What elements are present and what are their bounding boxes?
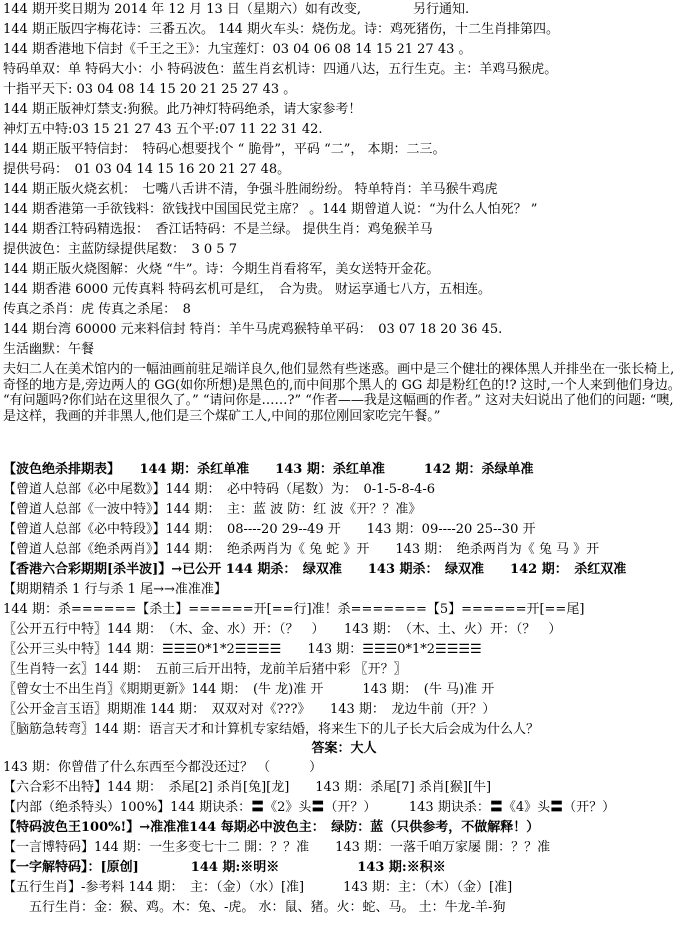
hk-envelope-line: 144 期香港地下信封《千王之王》：九宝莲灯：03 04 06 08 14 15 21 27 43 。 xyxy=(3,42,472,57)
one-wave-line: 【曾道人总部《一波中特》】144 期： 主：蓝 波 防：红 波《开？？准》 xyxy=(3,502,422,517)
ten-fingers-line: 十指平天下: 03 04 08 14 15 20 21 25 27 43 。 xyxy=(3,82,297,97)
flat-envelope-line: 144 期正版平特信封： 特码心想要找个 “ 脆骨”，平码 “二”， 本期：二三。 xyxy=(3,142,446,157)
riddle-143-line: 143 期：你曾借了什么东西至今都没还过？ （ ） xyxy=(3,760,323,775)
draw-date-notice: 144 期开奖日期为 2014 年 12 月 13 日（星期六）如有改变, 另行通知. xyxy=(3,2,470,17)
xiangjiang-line: 144 期香江特码精选报： 香江话特码：不是兰绿。 提供生肖：鸡兔猴羊马 xyxy=(3,222,433,237)
riddle-line: 〖脑筋急转弯〗144 期：语言天才和计算机专家结婚，将来生下的儿子长大后会成为什么人？ xyxy=(3,722,539,737)
five-elements-line: 〖公开五行中特〗144 期： （木、金、水）开：（？ ） 143 期： （木、土、火）开：（？ ） xyxy=(3,622,562,637)
lamp-ban-line: 144 期正版神灯禁支:狗猴。此乃神灯特码绝杀，请大家参考！ xyxy=(3,102,362,117)
one-char-line: 【一字解特码】：[原创] 144 期:※明※ 143 期:※积※ xyxy=(3,860,446,875)
plum-poem-line: 144 期正版四字梅花诗：三番五次。 144 期火车头：烧伤龙。诗：鸡死猪伤，十二生肖排第四。 xyxy=(3,22,560,37)
provided-numbers-line: 提供号码： 01 03 04 14 15 16 20 21 27 48。 xyxy=(3,162,291,177)
fax-kill-line: 传真之杀肖：虎 传真之杀尾： 8 xyxy=(3,302,191,317)
no-special-line: 【六合彩不出特】144 期： 杀尾[2] 杀肖[兔][龙] 143 期：杀尾[7] 杀肖[猴][牛] xyxy=(3,780,492,795)
must-segment-line: 【曾道人总部《必中特段》】144 期： 08----20 29--49 开 143 期：09----20 25--30 开 xyxy=(3,522,536,537)
wave-kill-schedule: 【波色绝杀排期表】 144 期：杀红单准 143 期：杀红单准 142 期：杀绿单准 xyxy=(3,462,534,477)
hk-fax-line: 144 期香港 6000 元传真料 特码玄机可是红， 合为贵。 财运享通七八方，五相连。 xyxy=(3,282,492,297)
must-tail-line: 【曾道人总部《必中尾数》】144 期： 必中特码（尾数）为： 0-1-5-8-4-6 xyxy=(3,482,436,497)
wave-color-line: 提供波色：主蓝防绿提供尾数： 3 0 5 7 xyxy=(3,242,237,257)
humor-joke-paragraph: 夫妇二人在美术馆内的一幅油画前驻足端详良久,他们显然有些迷惑。画中是三个健壮的裸体黑人并排坐在一张长椅上, 奇怪的地方是,旁边两人的 GG(如你所想)是黑色的,而中间那个黑人的 GG 却是粉红色的!? 这时,一个人来到他们身边。 “有问题吗?你们站在这里很久了。” “请问你是……?” “作者——我是这幅画的作者。” 这对夫妇说出了他们的问题: “噢,是这样，我画的并非黑人,他们是三个煤矿工人,中间的那位刚回家吃完午餐。” xyxy=(3,362,681,424)
humor-heading: 生活幽默：午餐 xyxy=(3,342,95,357)
zodiac-mystery-line: 〖生肖特一玄〗144 期： 五前三后开出特，龙前羊后猪中彩 〖开？〗 xyxy=(3,662,407,677)
miss-zodiac-line: 〖曾女士不出生肖〗《期期更新》144 期： (牛 龙)准 开 143 期： (牛 马)准 开 xyxy=(3,682,495,697)
five-element-mapping-line: 五行生肖：金：猴、鸡。木：兔、-虎。 水：鼠、猪。火：蛇、马。 土：牛龙-羊-狗 xyxy=(3,900,506,915)
hk-first-hand-line: 144 期香港第一手欲钱料：欲钱找中国国民党主席？ 。144 期曾道人说：“为什么人怕死？ ” xyxy=(3,202,538,217)
five-element-zodiac-line: 【五行生肖】-参考料 144 期： 主：（金）（水）[准] 143 期：主：（木）（金）[准] xyxy=(3,880,513,895)
wave-king-line: 【特码波色王100%!】→准准准144 每期必中波色主： 绿防：蓝（只供参考，不做解释！） xyxy=(3,820,540,835)
kill-row-tail-heading: 【期期精杀 1 行与杀 1 尾→→准准准】 xyxy=(3,582,227,597)
kill-half-wave-line: 【香港六合彩期期[杀半波]】→已公开 144 期杀： 绿双准 143 期杀： 绿双准 142 期： 杀红双准 xyxy=(3,562,627,577)
fire-diagram-line: 144 期正版火烧图解：火烧 “牛”。诗：今期生肖看将军，美女送特开金花。 xyxy=(3,262,440,277)
lamp-five-line: 神灯五中特:03 15 21 27 43 五个平:07 11 22 31 42. xyxy=(3,122,323,137)
golden-words-line: 〖公开金言玉语〗期期准 144 期： 双双对对《???》 143 期： 龙边牛前（开？） xyxy=(3,702,496,717)
one-word-bet-line: 【一言博特码】144 期：一生多变七十二 開：？？准 143 期：一落千咱万家屡 開：？？准 xyxy=(3,840,551,855)
kill-head-line: 【内部（绝杀特头）100%】144 期诀杀：〓《2》头〓（开？） 143 期诀杀：〓《4》头〓（开？） xyxy=(3,800,616,815)
special-code-attributes: 特码单双：单 特码大小：小 特码波色：蓝生肖玄机诗：四通八达，五行生克。主：羊鸡马猴虎。 xyxy=(3,62,558,77)
three-heads-line: 〖公开三头中特〗144 期：☰☰☰0*1*2☰☰☰☰ 143 期：☰☰☰0*1*2☰☰☰☰ xyxy=(3,642,482,657)
taiwan-envelope-line: 144 期台湾 60000 元来料信封 特肖：羊牛马虎鸡猴特单平码： 03 07 18 20 36 45. xyxy=(3,322,503,337)
kill-two-zodiac-line: 【曾道人总部《绝杀两肖》】144 期： 绝杀两肖为《 兔 蛇 》开 143 期： 绝杀两肖为《 兔 马 》开 xyxy=(3,542,600,557)
fire-mystery-line: 144 期正版火烧玄机： 七嘴八舌讲不清，争强斗胜闹纷纷。 特单特肖：羊马猴牛鸡虎 xyxy=(3,182,498,197)
kill-row-tail-line: 144 期：杀======【杀土】======开[==行]准！杀=======【5】======开[==尾] xyxy=(3,602,585,617)
riddle-answer: 答案：大人 xyxy=(311,741,377,756)
